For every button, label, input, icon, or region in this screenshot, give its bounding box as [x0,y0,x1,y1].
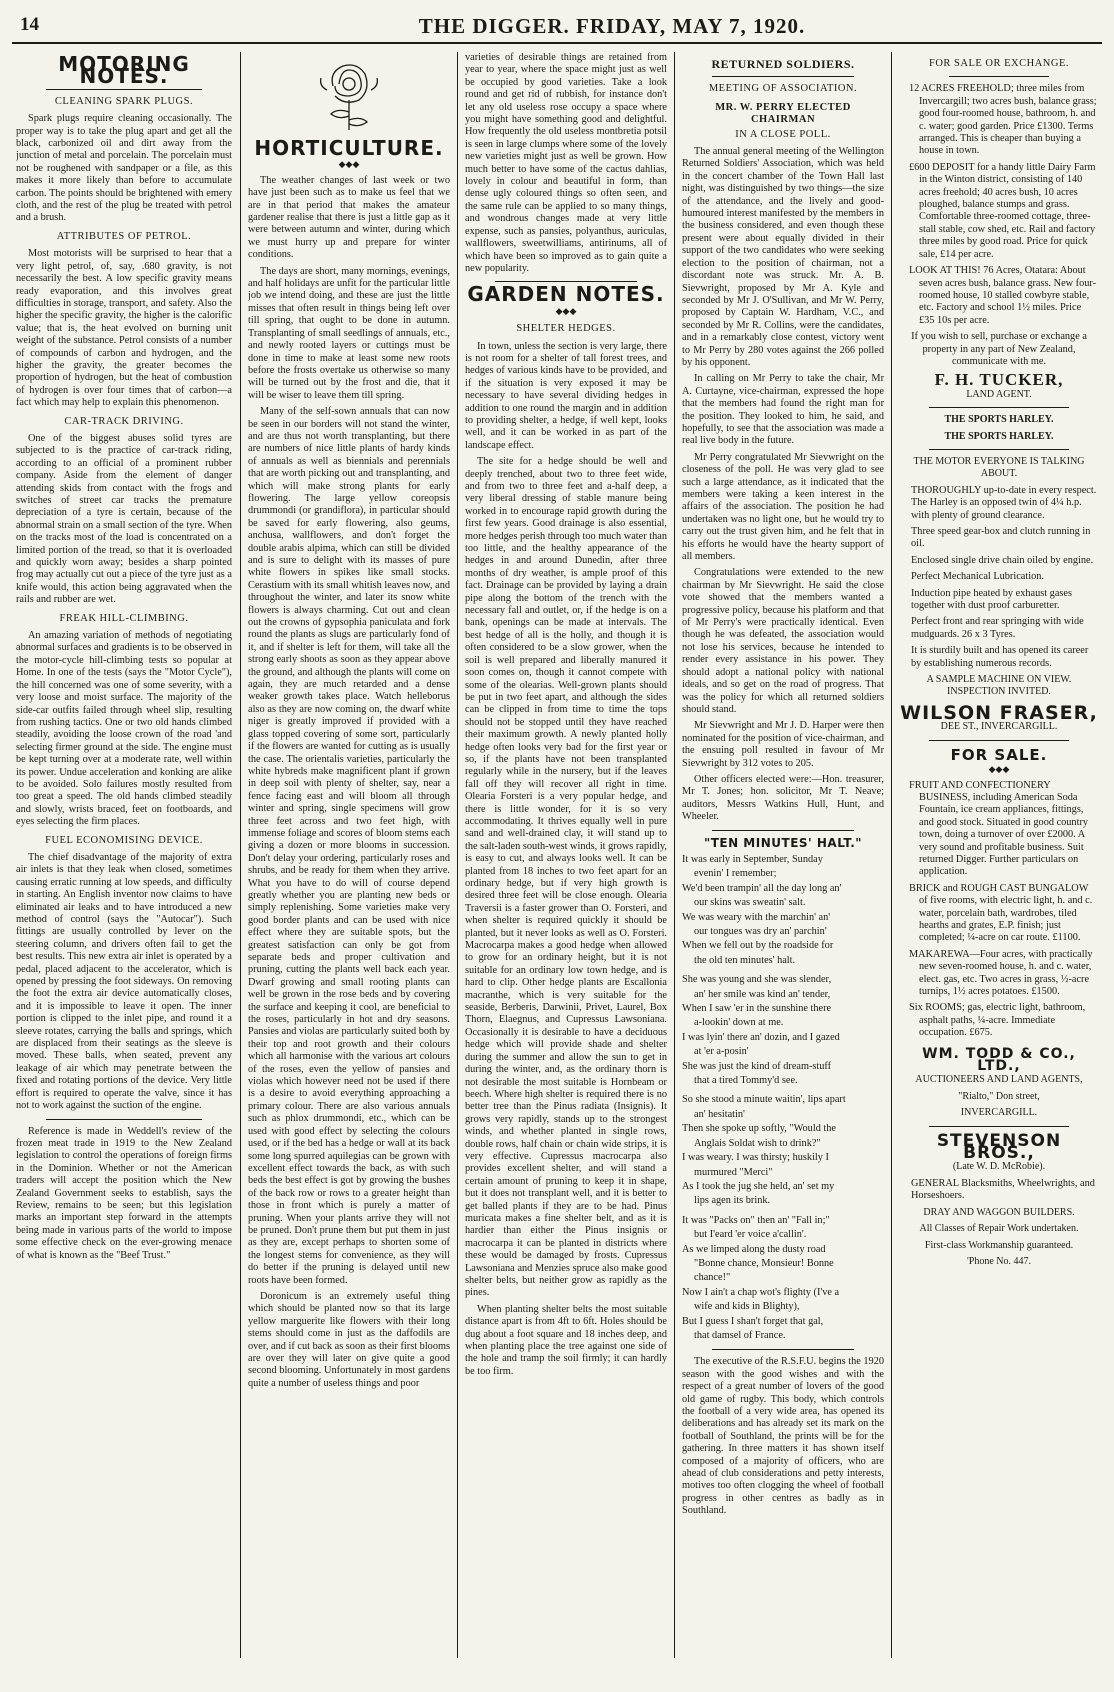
poem-line: I was weary. I was thirsty; huskily I [682,1152,829,1164]
article-title: CLEANING SPARK PLUGS. [54,95,194,107]
article-text: Other officers elected were:—Hon. treasurer, Mr T. Jones; hon. solicitor, Mr T. Neave; auditors, Messrs Watkins Hull, Hunt, and Wheeler. [682,773,884,823]
poem-line: "Bonne chance, Monsieur! Bonne [694,1257,834,1269]
column-rule [240,52,241,1658]
poem-line: When we fell out by the roadside for [682,940,834,952]
advertiser-line: INVERCARGILL. [960,1107,1038,1119]
advertiser-line: DRAY AND WAGGON BUILDERS. [923,1206,1075,1218]
article-text: When planting shelter belts the most suitable distance apart is from 4ft to 6ft. Holes should be dug about a foot square and 18 inches deep, and when planting place the tree against one side of the hole and tramp the soil firmly; it can hardly be too firm. [465,1303,667,1377]
poem-line: Anglais Soldat wish to drink?" [694,1137,821,1149]
article-text: The annual general meeting of the Wellington Returned Soldiers' Association, which was held in the concert chamber of the Town Hall last night, was distinguished by two things—the size of the attendance, and the lively and good-humoured interest manifested by the members in the business considered, and even though these present were about equally divided in their support of the two candidates who were seeking election to the position of chairman, not a discordant note was struck. Mr. A. B. Sievwright, proposed by Mr A. Kyle and seconded by Mr J. O'Sullivan, and Mr W. Perry, proposed by Captain W. Hardham, V.C., and seconded by Mr R. Collins, were the candidates, and in a remarkably close contest, victory went to Mr Perry by 280 votes against the 266 polled by his opponent. [682,146,884,368]
poem-line: But I guess I shan't forget that gal, [682,1315,824,1327]
poem-line: murmured "Merci" [694,1166,773,1178]
advertiser-line: First-class Workmanship guaranteed. [924,1239,1074,1251]
divider [929,1126,1069,1127]
article-title: FREAK HILL-CLIMBING. [59,612,189,624]
article-title: ATTRIBUTES OF PETROL. [56,230,192,242]
article-title: SHELTER HEDGES. [516,323,616,335]
poem-line: but I'eard 'er voice a'callin'. [694,1229,807,1241]
poem-line: It was early in September, Sunday [682,853,823,865]
column-returned-soldiers [682,52,884,1658]
ad-text: Perfect front and rear springing with wide mudguards. 26 x 3 Tyres. [911,616,1084,640]
divider [712,830,854,831]
ad-text: If you wish to sell, purchase or exchange a property in any part of New Zealand, communicate with me. [911,331,1087,367]
ad-text: GENERAL Blacksmiths, Wheelwrights, and Horseshoers. [911,1177,1095,1202]
poem-line: As I took the jug she held, an' set my [682,1180,835,1192]
article-text: varieties of desirable things are retained from year to year, where the space might just as well be occupied by good varieties. Take a look round and get rid of rubbish, for instance don't let any old useless rose occupy a space where you might have something good and delightful. How frequently the old useless montbretia potsil is seen in large clumps where some of the lovely new varieties might just as well be grown. How much better to have some of the cactus dahlias, lovely in colour and beautiful in form, than dense ugly coloured things so often seen, and the same rule can be applied to so many things, and wondrous changes made at very little expense, such as pansies, polyanthus, auriculas, wallflowers, sweetwilliams, antirinums, all of which have been so improved as to gain quite a new popularity. [465,52,667,274]
advertiser-line: (Late W. D. McRobie). [952,1161,1046,1173]
poem-line: wife and kids in Blighty), [694,1301,800,1313]
poem-line: an' her smile was kind an' tender, [694,988,831,1000]
article-text: Many of the self-sown annuals that can now be seen in our borders will not stand the winter, and are thus not worth transplanting, but there are numbers of nice little plants of hardy kinds of annuals as well as biennials and perennials that are worth picking out and transplanting, and which will make strong plants for early flowering. The large yellow coreopsis drummondi (or grandiflora), in particular should be saved for early flowering, also geums, anchusa, wallflowers, and don't forget the double arabis alpima, which can still be divided and is sure to delight with its masses of pure white flowers in spikes like small stocks. Cerastium with its small whitish leaves now, and throughout the winter, and later its snow white flowers is always charming. Cut out and clean out the crowns of gypsophia paniculata and fork round the plants as slugs are particularly fond of it, and if shelter is left for them, will take all the strong early shoots as soon as they appear above the ground, and although the plants will come on again, they are much retarded and a dense weaker growth takes place. Watch helleborus also as they are now coming on, the dwarf white niger is greatly improved if provided with a glass topped covering of some sort, particularly if the flowers are wanted for cutting as is usually the case. The orientalis varieties, particularly the white hybreds make magnificent plant if grown in deep soil with plenty of shelter, say, near a fence facing east and will bloom all through winter and spring, single specimens will grow three feet across and two feet high, with immense foliage and scores of bloom stems each giving a dozen or more blooms in succession. Don't delay your ordering, particularly roses and shrubs, and be ready for them when they arrive. What you have to do will of course depend greatly whether you are planting new beds or simply replenishing. Some varieties make very good border plants and can be used with nice effect where they are suitable spots, but the greatest satisfaction can only be got from separate beds and proper cultivation and pruning, cutting the plants well back each year. Dwarf growing and small rooting plants can well be grown in the rose beds and by covering the surface and keeping it cool, are beneficial to the roses, particularly in hot and dry seasons. Pansies and violas are particularly suited both by their top and root growth and their colours which all harmonise with the various art colours of the roses, even the yellow of pansies and violas which however need not be used if there is a desire to avoid everything approaching a primary colour. There are also various annuals such as phlox drummondi, etc., which can be used with good effect by selecting the colours used, or if the bed has a hedge or wall at its back some long spurred aquilegias can be grown with excellent effect towards the back, as with such beds the best effect is got by growing the bushes of the back row or rows to a greater height than those in front which is purely a matter of pruning. When your plants arrive they will not be pruned. Don't prune them but put them in just as they are, except perhaps to shorten some of the longest stems for convenience, as they will do better if the pruning is delayed until new roots have been formed. [248,406,450,1286]
article-text: The weather changes of last week or two have just been such as to make us feel that we are in that period that makes the amateur gardener realise that there is just a little gap as it were between autumn and winter, during which we must hurry up and prepare for winter conditions. [248,174,450,261]
masthead [12,8,1102,44]
article-text: Mr Sievwright and Mr J. D. Harper were then nominated for the position of vice-chairman, and the ensuing poll resulted in favour of Mr Sievwright by 312 votes to 205. [682,720,884,769]
divider [929,407,1069,408]
article-text: In town, unless the section is very large, there is not room for a shelter of tall forest trees, and hedges of various kinds have to be provided, and if the situation is very exposed it may be necessary to have several dividing hedges in addition to one round the margin and in addition to providing shelter, a hedge, if well kept, looks well, and it can be worked in as part of the landscape effect. [465,340,667,451]
ad-text: A SAMPLE MACHINE ON VIEW. INSPECTION INVITED. [926,674,1072,698]
divider [712,76,854,77]
poem-line: an' hesitatin' [694,1108,745,1120]
article-text: The executive of the R.S.F.U. begins the 1920 season with the good wishes and with the respect of a great number of lovers of the good old game of rugby. This body, which controls the football of a very wide area, has opened its deliberations and has already set its mark on the football of Southland, the prints will be for the gathering. In three matters it has shown itself composed of a majority of officers, who are ahead of club considerations and petty interests, motives too often clogging the wheel of football progress in other centres as badly as in Southland. [682,1356,884,1517]
article-text: Reference is made in Weddell's review of the frozen meat trade in 1919 to the New Zealand legislation to control the operations of foreign firms in the Dominion. Whether or not the American traders will accept the position which the New Zealand Government seeks to establish, says the Review, remains to be seen; but this legislation marks an important step forward in the attempts being made in various parts of the world to impose some effective check on the ever-growing menace of what is known as the "Beef Trust." [16,1125,232,1261]
ad-text: Three speed gear-box and clutch running in oil. [911,526,1091,550]
poem-line: Then she spoke up softly, "Would the [682,1123,836,1135]
ad-heading: FOR SALE. [950,745,1048,764]
poem-title: "TEN MINUTES' HALT." [703,835,863,850]
divider [46,1119,202,1120]
advertiser-line: 'Phone No. 447. [966,1255,1032,1267]
section-heading: MOTORING NOTES. [58,52,190,89]
ornament: ◆◆◆ [338,159,360,170]
article-text: In calling on Mr Perry to take the chair, Mr A. Curtayne, vice-chairman, expressed the hope that the members had found the right man for the position. They looked to him, he said, and hopefully, to see that the association was made a real live body in the future. [682,373,884,447]
poem-line: We'd been trampin' all the day long an' [682,882,842,894]
ornament: ◆◆◆ [988,764,1010,775]
article-text: Most motorists will be surprised to hear that a very light petrol, of, say, .680 gravity, is not necessarily the best. A low specific gravity means ready evaporation, and this involves great difficulties in storage, transport, and safety. Also the higher the specific gravity, the higher is the calorific value; that is, the heat evolved on burning unit weight of the substance. Petrol consists of a number of compounds of carbon and hydrogen, and the higher the gravity, the greater becomes the proportion of hydrogen, but the heat of combustion of hydrogen is over four times that of carbon—a fact which may help to explain this phenomenon. [16,248,232,409]
ad-text: BRICK and ROUGH CAST BUNGALOW of five rooms, with electric light, h. and c. water, porcelain bath, wardrobes, tiled hearths and grates, E.P. finish; just completed; ¼-acre on car route. £1100. [909,882,1093,944]
ad-text: £600 DEPOSIT for a handy little Dairy Farm in the Winton district, consisting of 140 acres freehold; 40 acres bush, 10 acres ploughed, balance stumps and grass. Comfortable three-roomed cottage, three-stall stable, cow shed, etc. Rail and factory three miles by good road. Price for quick sale, £14 per acre. [909,161,1096,260]
article-text: Spark plugs require cleaning occasionally. The proper way is to take the plug apart and get all the black, carbonized oil and dirt away from the junction of metal and porcelain. The porcelain must not be roughened with sandpaper or a file, as this makes it more likely than before to accumulate carbon. The points should be brightened with emery cloth, and the rest of the plug be treated with petrol and a brush. [16,113,232,224]
advertiser-name: F. H. TUCKER, [934,370,1064,390]
section-heading: GARDEN NOTES. [467,282,665,307]
poem-line: Now I ain't a chap wot's flighty (I've a [682,1286,840,1298]
column-rule [891,52,892,1658]
ad-text: Enclosed single drive chain oiled by engine. [911,554,1094,566]
divider [929,740,1069,741]
ad-text: LOOK AT THIS! 76 Acres, Otatara: About seven acres bush, balance grass. New four-roomed house, 10 stalled cowbyre stable, etc. Factory and school 1½ miles. Price £35 10s per acre. [909,265,1097,326]
divider [46,89,202,90]
poem-line: that a tired Tommy'd see. [694,1075,798,1087]
divider [712,1349,854,1350]
advertiser-name: WILSON FRASER, [900,701,1098,724]
ad-text: It is sturdily built and has opened its career by establishing numerous records. [911,645,1089,669]
divider [949,76,1049,77]
advertiser-line: "Rialto," Don street, [958,1090,1040,1102]
article-text: Doronicum is an extremely useful thing which should be planted now so that its large yellow marguerite like flowers with their long stems should come in just as the daffodils are over, and if cut back as soon as their first blooms are over they will later on give quite a good second blooming. Unfortunately in most gardens quite a number of useless things and poor [248,1290,450,1389]
poem-line: our tongues was dry an' parchin' [694,926,827,937]
column-horticulture [248,52,450,1658]
newspaper-page [12,8,1102,1668]
article-subheading: IN A CLOSE POLL. [735,128,831,140]
column-advertisements [899,52,1099,1658]
ad-heading: THE SPORTS HARLEY. [944,414,1054,426]
column-motoring [16,52,232,1658]
article-subheading: MEETING OF ASSOCIATION. [708,83,858,95]
article-text: Congratulations were extended to the new chairman by Mr Sievwright. He said the close vote showed that the members wanted a progressive policy, because his platform and that of Mr Perry's were practically identical. Even though he was defeated, the association would not lose his services, because he intended to render every assistance in his power. They should adopt a national policy with national ideals, and so get on the road of progress. That was the policy for which all returned soldiers should stand. [682,567,884,715]
article-title: CAR-TRACK DRIVING. [64,415,184,427]
ad-heading: THE SPORTS HARLEY. [944,430,1054,442]
advertiser-line: AUCTIONEERS AND LAND AGENTS, [915,1074,1083,1086]
column-rule [457,52,458,1658]
poem-line: a-lookin' down at me. [694,1017,784,1029]
ad-text: Six ROOMS; gas, electric light, bathroom, asphalt paths, ¼-acre. Immediate occupation. £675. [909,1002,1086,1039]
poem-line: I was lyin' there an' dozin, and I gazed [682,1031,840,1043]
ad-text: Perfect Mechanical Lubrication. [911,571,1044,583]
rose-illustration [309,56,389,136]
article-subheading: MR. W. PERRY ELECTED CHAIRMAN [715,101,851,126]
ad-heading: THE MOTOR EVERYONE IS TALKING ABOUT. [913,455,1085,480]
poem-line: that damsel of France. [694,1329,786,1341]
poem-line: She was just the kind of dream-stuff [682,1060,832,1072]
poem [682,854,884,1342]
article-title: FUEL ECONOMISING DEVICE. [45,834,203,846]
poem-line: She was young and she was slender, [682,974,832,986]
divider [929,449,1069,450]
article-text: The days are short, many mornings, evenings, and half holidays are unfit for the particular little job we intend doing, and these are just the little misses that often result in things being left over till spring, that ought to be done in autumn. Transplanting of small seedlings of annuals, etc., and newly rooted layers or cuttings must be done in time to make at least some new roots before the frosts overtake us otherwise so many will be turned out by the frost and die, that it will be wiser to leave them till spring. [248,265,450,401]
column-garden-notes [465,52,667,1658]
advertiser-name: WM. TODD & CO., LTD., [922,1045,1076,1075]
ad-heading: FOR SALE OR EXCHANGE. [928,58,1069,69]
ad-text: FRUIT AND CONFECTIONERY BUSINESS, including American Soda Fountain, ice cream appliances, fittings, and good stock. Situated in good country town, doing a turnover of over £2000. A very sound and profitable business. Suit returned Digger. Further particulars on application. [909,779,1089,878]
poem-line: We was weary with the marchin' an' [682,911,831,923]
article-text: One of the biggest abuses solid tyres are subjected to is the practice of car-track riding, according to an official of a prominent rubber company. Aside from the element of danger attending skids from contact with the frogs and switches of street car tracks the premature depreciation of a tyre is certain, because of the abnormal strain on a small section of the tyre. When on the tracks most of the load is concentrated on a limited portion of the tread, so that it is overloaded and quickly worn away; besides a sharp pointed frog may actually cut out a piece of the tyre just as a knife would, this action being aggravated when the rails and rubber are wet. [16,432,232,606]
masthead-title: THE DIGGER. FRIDAY, MAY 7, 1920. [418,14,806,38]
advertiser-address: DEE ST., INVERCARGILL. [940,721,1058,733]
ad-text: 12 ACRES FREEHOLD; three miles from Invercargill; two acres bush, balance grass; good four-roomed house, bathroom, h. and c. water; good garden. Price £1300. Terms arranged. This is cheaper than buying a house in town. [909,83,1097,157]
poem-line: chance!" [694,1272,731,1284]
ad-text: THOROUGHLY up-to-date in every respect. The Harley is an opposed twin of 4¼ h.p. with plenty of ground clearance. [911,484,1097,521]
poem-line: at 'er a-posin' [694,1046,749,1058]
advertiser-line: All Classes of Repair Work undertaken. [919,1223,1079,1235]
poem-line: It was "Packs on" then an' "Fall in;" [682,1214,830,1226]
advertiser-name: STEVENSON BROS., [936,1130,1062,1164]
section-heading: HORTICULTURE. [254,136,444,160]
poem-line: As we limped along the dusty road [682,1243,826,1255]
column-rule [674,52,675,1658]
ad-text: Induction pipe heated by exhaust gases together with dust proof carburetter. [911,587,1072,612]
advertiser-title: LAND AGENT. [966,388,1032,400]
article-text: The chief disadvantage of the majority of extra air inlets is that they leak when closed, sometimes causing erratic running at low speeds, and difficulty in starting. An English inventor now claims to have eliminated air leaks and to have introduced a new method of control (says the "Autocar"). Such fittings are usually controlled by lever on the steering column, and drivers often fail to get the best results. This new extra air inlet is operated by a pedal, placed adjacent to the accelerator, which is opened by pressing the foot sideways. On removing the foot the extra air device automatically closes, and it is impossible to leave it open. The inner portion is clipped to the inlet pipe, and round it a sleeve rotates, carrying the balls and springs, which are displaced from their seatings as the sleeve is moved. These balls, when seated, prevent any leakage of air which may penetrate between the fixed and rotating portions of the device. Very little effort is required to operate the valve, since it has not to work against the suction of the engine. [16,851,232,1112]
poem-line: So she stood a minute waitin', lips apart [682,1094,846,1106]
ornament: ◆◆◆ [555,305,577,316]
poem-line: the old ten minutes' halt. [694,954,796,966]
page-number: 14 [20,14,39,35]
poem-line: lips agen its brink. [694,1195,771,1207]
poem-line: our skins was sweatin' salt. [694,897,806,909]
ad-text: MAKAREWA—Four acres, with practically new seven-roomed house, h. and c. water, elect. gas, etc. Two acres in grass, ½-acre turnips, 1½ acres potatoes. £1500. [909,948,1093,997]
article-text: The site for a hedge should be well and deeply trenched, about two to three feet wide, and from two to three feet and a-half deep, a very liberal dressing of stable manure being worked in to encourage rapid growth during the first few years. Good drainage is also essential, more hedges perish through too much water than too little, and the healthy appearance of the hedges in and around Dunedin, after three months of dry weather, is ample proof of this fact. Drainage can be provided by laying a drain pipe along the bottom of the trench with the necessary fall and outlet, or, if the hedge is on a bank, openings can be made at intervals. The best hedge of all is the holly, and though it is often considered to be a slow grower, when the soil is well prepared and liberally manured it soon comes on, though it cannot compete with some of the olearias. Well-grown plants should be put in two feet apart, and although the sides can be clipped in from time to time the tops should not be stopped until they have reached their maximum growth. A newly planted holly hedge often looks very bad for the first year or so, if the plants have not been transplanted regularly while in the nursery, but if the leaves fall off they will recover all right in time. Olearia Forsteri is a very popular hedge, and there is little wonder, for it is so very accommodating. It thrives equally well in pure sand and well-drained clay, it will stand up to the salt-laden south-west winds, it grows rapidly, is easy to cut, and always looks well. It can be planted from 18 inches to two feet apart for an ordinary hedge, but if very high growth is desired three feet will be close enough. Olearia Traversii is a faster grower than O. Forsteri, and when shelter is required quickly it should be planted, but it never looks as well as O. Forsteri. Macrocarpa makes a good hedge when allowed to grow for an ordinary height, but it is not suitable for an ordinary low town hedge, and is hard to clip. Other hedge plants are Escallonia macranthe, which is very suitable for the seaside, Berberis, Darwinii, Privet, Laurel, Box Thorn, Elaegnus, and Cupressus Lawsoniana. Occasionally it is desirable to have a deciduous hedge which will provide shade and shelter during the summer and allow the sun to get in during the winter, and, as the ordinary thorn is not desirable the most suitable is Hornbeam or beech. Where high shelter is required there is no better tree than the Pinus radiata (Insignis). It grows very rapidly, stands up to the strongest winds, and whether planted in single rows, double rows, half chain or chain wide strips, it is very effective. Cupressus macrocarpa also provides excellent shelter, and will stand a certain amount of pruning to keep it in shape, but it does not transplant well, and it is better to get balled plants if they are to be had. Pinus muricata makes a fine shelter belt, and as it is hardier than either the Pinus insignis or macrocarpa it can be planted in districts where these would be damaged by frosts. Cupressus Lawsoniana and Menzies spruce also make good shelter belts, but neither grow as rapidly as the pines. [465,456,667,1299]
section-heading: RETURNED SOLDIERS. [711,57,855,71]
article-text: An amazing variation of methods of negotiating abnormal surfaces and gradients is to be observed in the motor-cycle hill-climbing tests so popular at Home. In one of the tests (says the "Motor Cycle"), the hill concerned was one of some severity, with a very loose and moist surface. The majority of the side-car outfits failed through wheel slip, resulting from rushing tactics. One or two old hands climbed steadily, avoiding the loose crown of the road 'and selecting firmer ground at the side. The engine must be kept turning over at a moderate rate, well within its power. Undue acceleration and konking are alike to be avoided. Solo failures mostly resulted from too great a speed. The old hands climbed steadily and slowly, wrists braced, feet on footboards, and eyes selecting the firm places. [16,630,232,828]
poem-line: When I saw 'er in the sunshine there [682,1003,832,1015]
poem-line: evenin' I remember; [694,868,777,880]
article-text: Mr Perry congratulated Mr Sievwright on the closeness of the poll. He was very glad to see such a large attendance, as it indicated that the members were taking a keen interest in the affairs of the association. The position he had undertaken was no light one, but he would try to carry out the trust given him, and he felt that in his efforts he would have the hearty support of all members. [682,451,884,563]
